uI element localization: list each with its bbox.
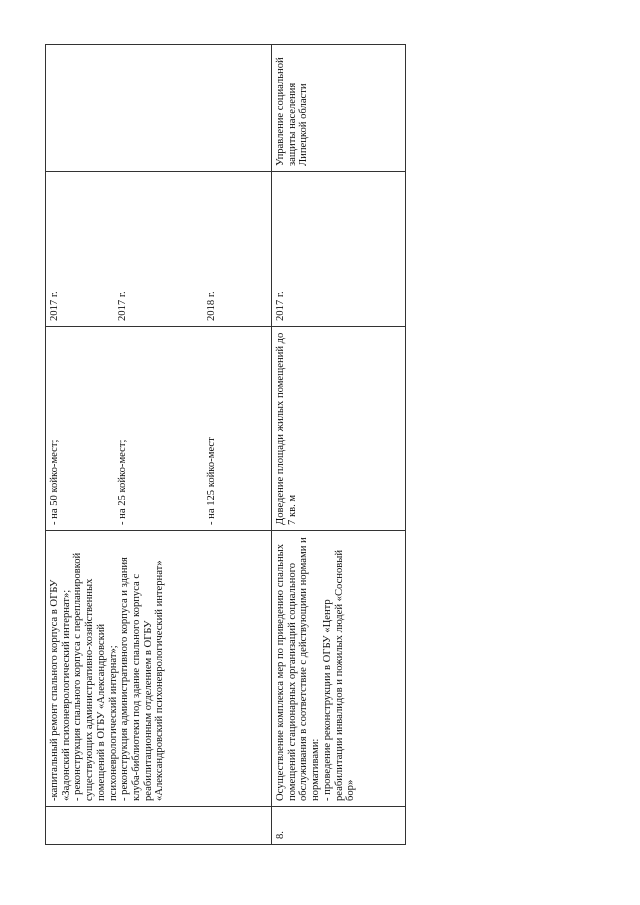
deadline-item: 2017 г. [49,291,60,321]
result-item: - на 50 койко-мест; [49,439,60,525]
result-cell [46,327,272,531]
rotated-page [45,45,405,845]
measure-item: - реконструкция спального корпуса с перепланировкой существующих административно-хозяйственных помещений в ОГБУ «Александровский психоневрологический интернат»; [72,552,119,801]
measures-table [45,44,406,845]
measure-item: -капитальный ремонт спального корпуса в ОГБУ «Задонский психоневрологический интернат»; [49,579,72,801]
deadline-item: 2018 г. [206,291,218,321]
measure-subitem: - проведение реконструкции в ОГБУ «Центр реабилитации инвалидов и пожилых людей «Сосновый бор» [321,549,357,801]
result-cell [272,327,406,531]
executor: Управление социальной защиты населения Липецкой области [275,57,310,166]
result-item: - на 125 койко-мест [206,437,218,525]
row-number: 8. [275,831,286,839]
executor-cell [272,45,406,172]
deadline-item: 2017 г. [116,291,128,321]
executor-cell [46,45,272,172]
table-row [272,45,406,845]
deadline-cell [46,172,272,327]
result-text: Доведение площади жилых помещений до 7 кв. м [275,332,298,525]
row-number-cell [272,807,406,845]
deadline-cell [272,172,406,327]
measure-text: Осуществление комплекса мер по приведению спальных помещений стационарных организаций социального обслуживания в соответствие с действующими нормами и нормативами: [275,537,322,801]
result-item: - на 25 койко-мест; [116,439,128,525]
measure-cell [46,531,272,807]
row-number-cell [46,807,272,845]
measure-item: - реконструкция административного корпуса и здания клуба-библиотеки под здание спального корпуса с реабилитационным отделением в ОГБУ «Александровский психоневрологический интернат» [119,557,166,801]
measure-cell [272,531,406,807]
deadline-text: 2017 г. [275,291,286,321]
table-row [46,45,272,845]
